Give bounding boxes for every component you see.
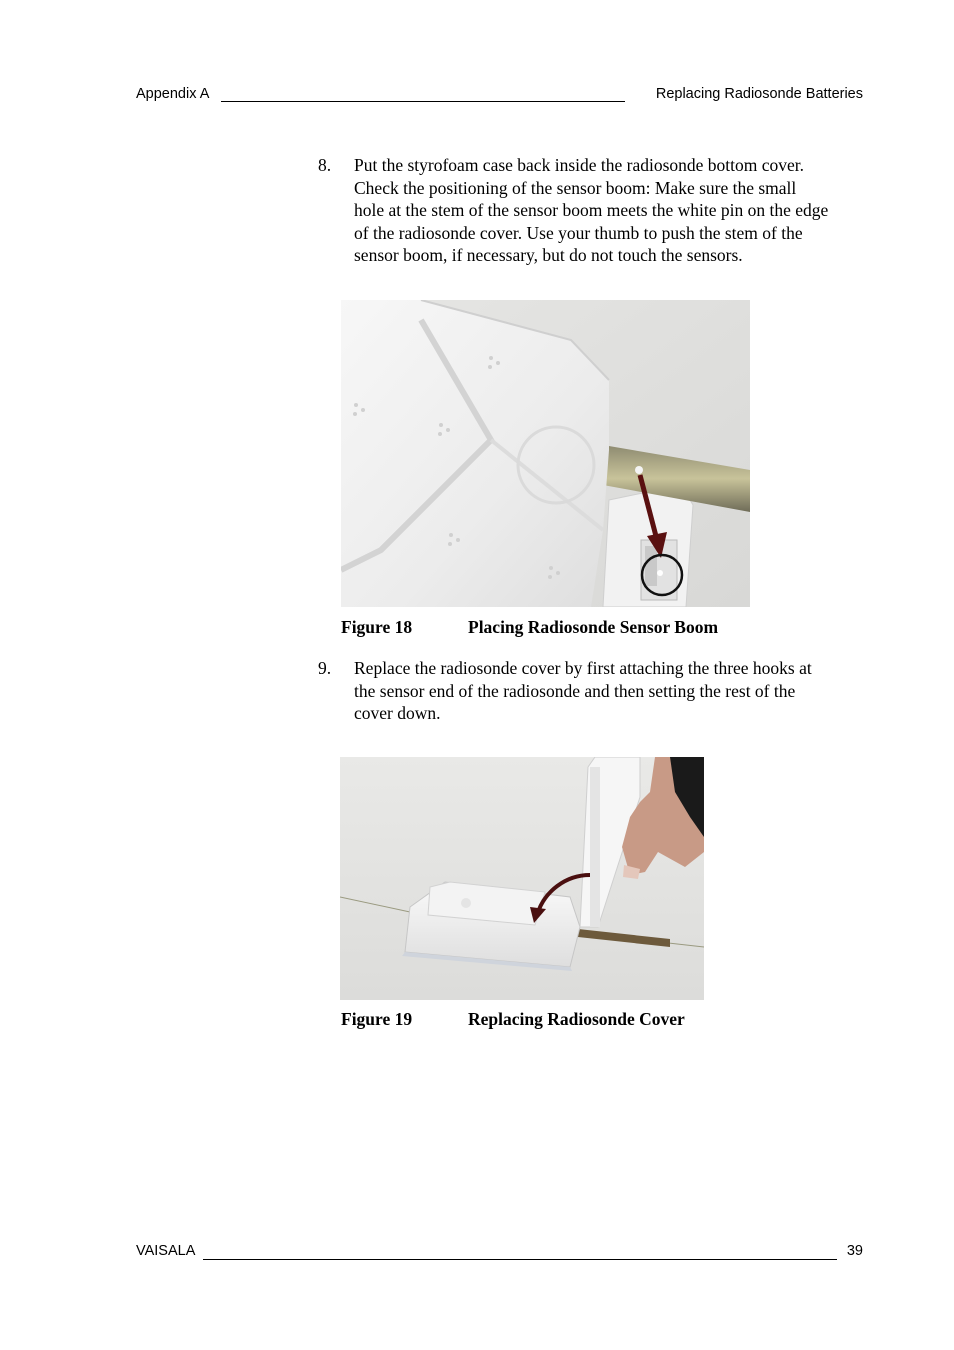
page-header xyxy=(136,86,863,108)
step-line: the sensor end of the radiosonde and then setting the rest of the xyxy=(354,680,796,701)
header-chapter-title: Replacing Radiosonde Batteries xyxy=(655,86,863,102)
figure-number: Figure 19 xyxy=(341,1009,413,1029)
step-line: Replace the radiosonde cover by first attaching the three hooks at xyxy=(354,658,812,678)
page-number: 39 xyxy=(846,1243,863,1259)
step-line: cover down. xyxy=(354,703,441,723)
step-line: Check the positioning of the sensor boom: Make sure the small xyxy=(354,177,797,198)
figure-19-photo xyxy=(340,757,704,1000)
figure-18-photo xyxy=(341,300,750,607)
step-line: of the radiosonde cover. Use your thumb to push the stem of the xyxy=(354,222,803,243)
page-footer xyxy=(136,1243,863,1265)
footer-company: VAISALA xyxy=(136,1243,196,1259)
step-line: sensor boom, if necessary, but do not touch the sensors. xyxy=(354,245,743,265)
header-section-label: Appendix A xyxy=(136,86,210,102)
figure-title: Placing Radiosonde Sensor Boom xyxy=(468,617,719,637)
step-9 xyxy=(318,657,863,725)
step-number: 9. xyxy=(318,658,332,678)
footer-rule xyxy=(203,1259,837,1260)
step-text xyxy=(354,154,863,267)
step-line: Put the styrofoam case back inside the radiosonde bottom cover. xyxy=(354,155,805,175)
header-rule xyxy=(221,101,625,102)
step-8 xyxy=(318,154,863,267)
step-text xyxy=(354,657,863,725)
step-line: hole at the stem of the sensor boom meets the white pin on the edge xyxy=(354,200,829,220)
figure-title: Replacing Radiosonde Cover xyxy=(468,1009,685,1029)
figure-number: Figure 18 xyxy=(341,617,413,637)
step-number: 8. xyxy=(318,155,332,175)
